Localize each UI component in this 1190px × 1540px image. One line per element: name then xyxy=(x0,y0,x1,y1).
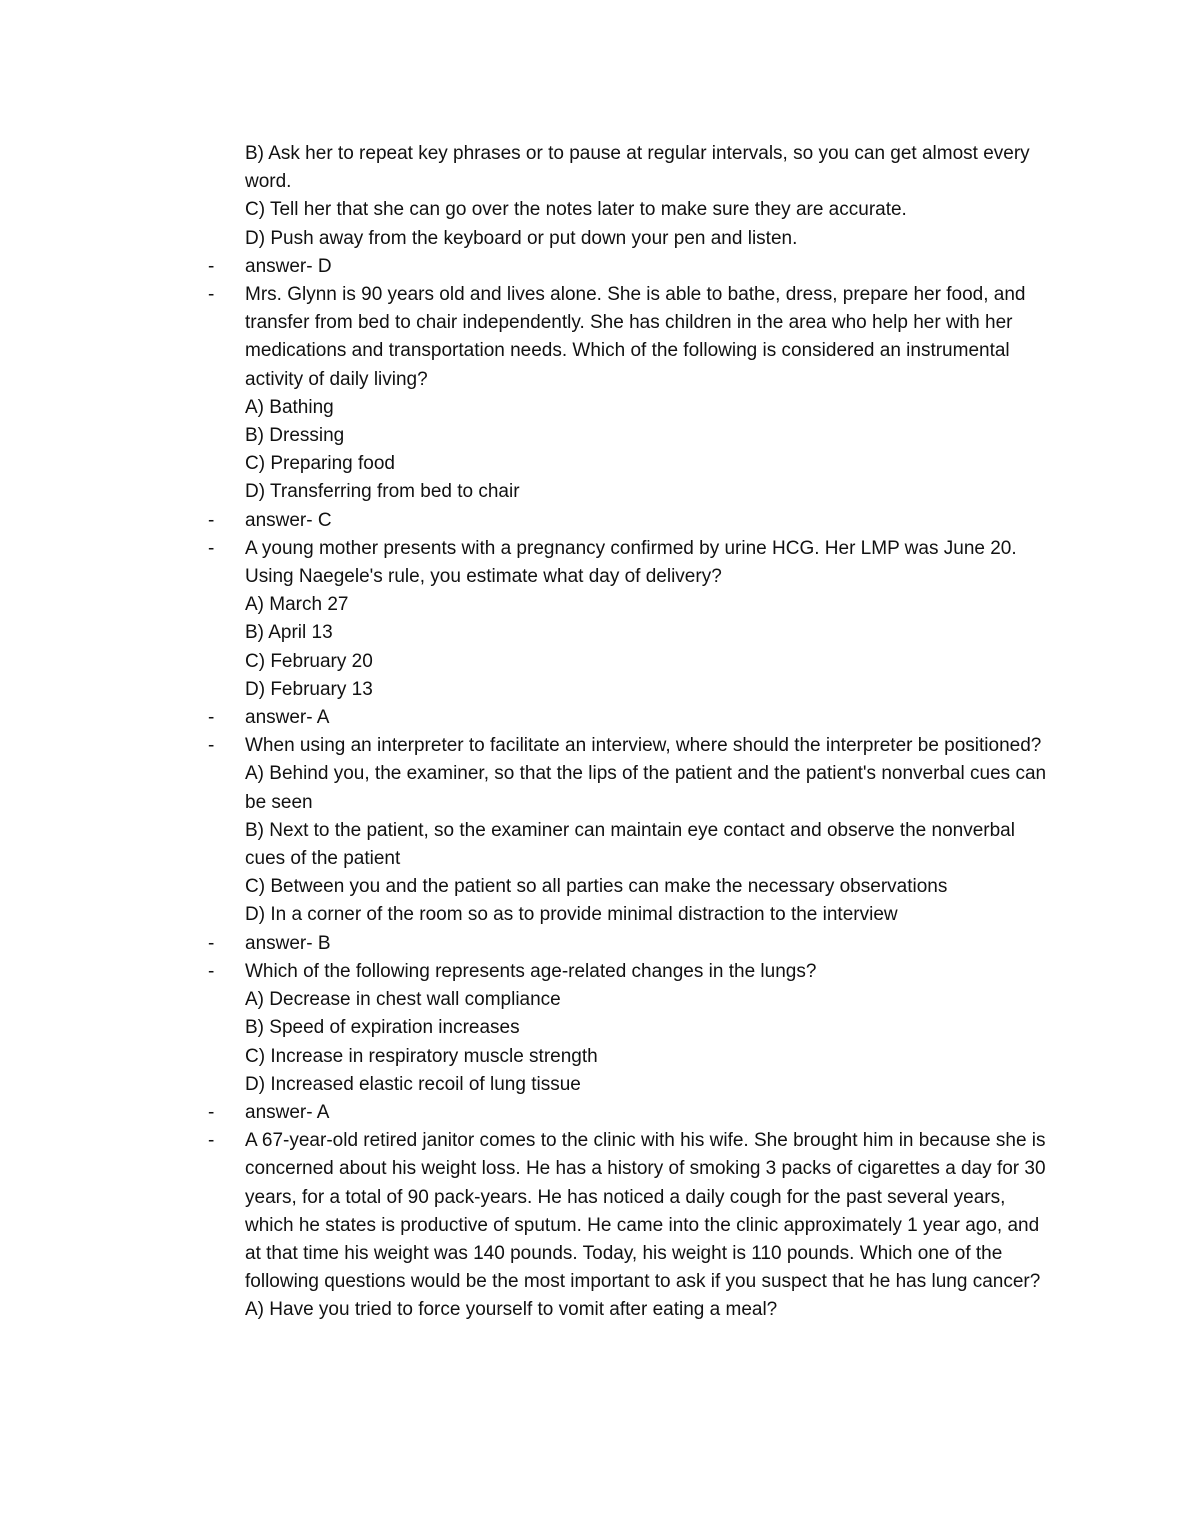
question-stem: When using an interpreter to facilitate an interview, where should the interpreter be positioned? xyxy=(245,735,1042,757)
option-text: A) March 27 xyxy=(245,594,349,616)
option-text: A) Behind you, the examiner, so that the lips of the patient and the patient's nonverbal cues can be seen xyxy=(245,763,1047,813)
document-body xyxy=(208,140,1058,1325)
option-text: B) Speed of expiration increases xyxy=(245,1017,520,1039)
answer-text: answer- B xyxy=(245,932,331,954)
answer-item xyxy=(208,930,1058,958)
question-item xyxy=(208,1127,1058,1296)
bullet-dash: - xyxy=(208,1130,215,1152)
option-text: A) Bathing xyxy=(245,396,334,418)
bullet-dash: - xyxy=(208,1101,215,1123)
question-stem: Which of the following represents age-related changes in the lungs? xyxy=(245,960,817,982)
option-text: C) Preparing food xyxy=(245,453,395,475)
option-text: C) Tell her that she can go over the notes later to make sure they are accurate. xyxy=(245,199,907,221)
answer-text: answer- A xyxy=(245,707,330,729)
bullet-dash: - xyxy=(208,735,215,757)
question-item xyxy=(208,535,1058,591)
option-text: B) April 13 xyxy=(245,622,333,644)
option-text: A) Decrease in chest wall compliance xyxy=(245,989,561,1011)
option-text: B) Dressing xyxy=(245,425,345,447)
option-text: D) Push away from the keyboard or put down your pen and listen. xyxy=(245,227,798,249)
option-text: C) February 20 xyxy=(245,650,373,672)
answer-item xyxy=(208,507,1058,535)
option-text: C) Between you and the patient so all parties can make the necessary observations xyxy=(245,876,948,898)
bullet-dash: - xyxy=(208,932,215,954)
bullet-dash: - xyxy=(208,960,215,982)
bullet-dash: - xyxy=(208,537,215,559)
question-item xyxy=(208,958,1058,986)
bullet-dash: - xyxy=(208,255,215,277)
option-text: D) February 13 xyxy=(245,678,373,700)
answer-text: answer- C xyxy=(245,509,332,531)
bullet-dash: - xyxy=(208,509,215,531)
option-text: C) Increase in respiratory muscle strength xyxy=(245,1045,598,1067)
option-text: B) Ask her to repeat key phrases or to pause at regular intervals, so you can get almost every word. xyxy=(245,143,1030,193)
bullet-dash: - xyxy=(208,284,215,306)
answer-item xyxy=(208,253,1058,281)
question-stem: A young mother presents with a pregnancy confirmed by urine HCG. Her LMP was June 20. Using Naegele's rule, you estimate what day of delivery? xyxy=(245,537,1017,588)
question-item xyxy=(208,732,1058,760)
option-text: A) Have you tried to force yourself to vomit after eating a meal? xyxy=(245,1299,778,1321)
option-text: D) Increased elastic recoil of lung tissue xyxy=(245,1073,581,1095)
option-text: D) In a corner of the room so as to provide minimal distraction to the interview xyxy=(245,904,898,926)
answer-item xyxy=(208,1099,1058,1127)
bullet-dash: - xyxy=(208,707,215,729)
answer-text: answer- A xyxy=(245,1101,330,1123)
question-stem: Mrs. Glynn is 90 years old and lives alone. She is able to bathe, dress, prepare her food, and transfer from bed to chair independently. She has children in the area who help her with her medications and transportation needs. Which of the following is considered an instrumental activity of daily living? xyxy=(245,284,1026,390)
answer-text: answer- D xyxy=(245,255,332,277)
answer-item xyxy=(208,704,1058,732)
option-text: D) Transferring from bed to chair xyxy=(245,481,520,503)
question-stem: A 67-year-old retired janitor comes to the clinic with his wife. She brought him in because she is concerned about his weight loss. He has a history of smoking 3 packs of cigarettes a day for 30 years, for a total of 90 pack-years. He has noticed a daily cough for the past several years, which he states is productive of sputum. He came into the clinic approximately 1 year ago, and at that time his weight was 140 pounds. Today, his weight is 110 pounds. Which one of the following questions would be the most important to ask if you suspect that he has lung cancer? xyxy=(245,1130,1046,1293)
option-text: B) Next to the patient, so the examiner can maintain eye contact and observe the nonverbal cues of the patient xyxy=(245,819,1015,870)
question-item xyxy=(208,281,1058,394)
